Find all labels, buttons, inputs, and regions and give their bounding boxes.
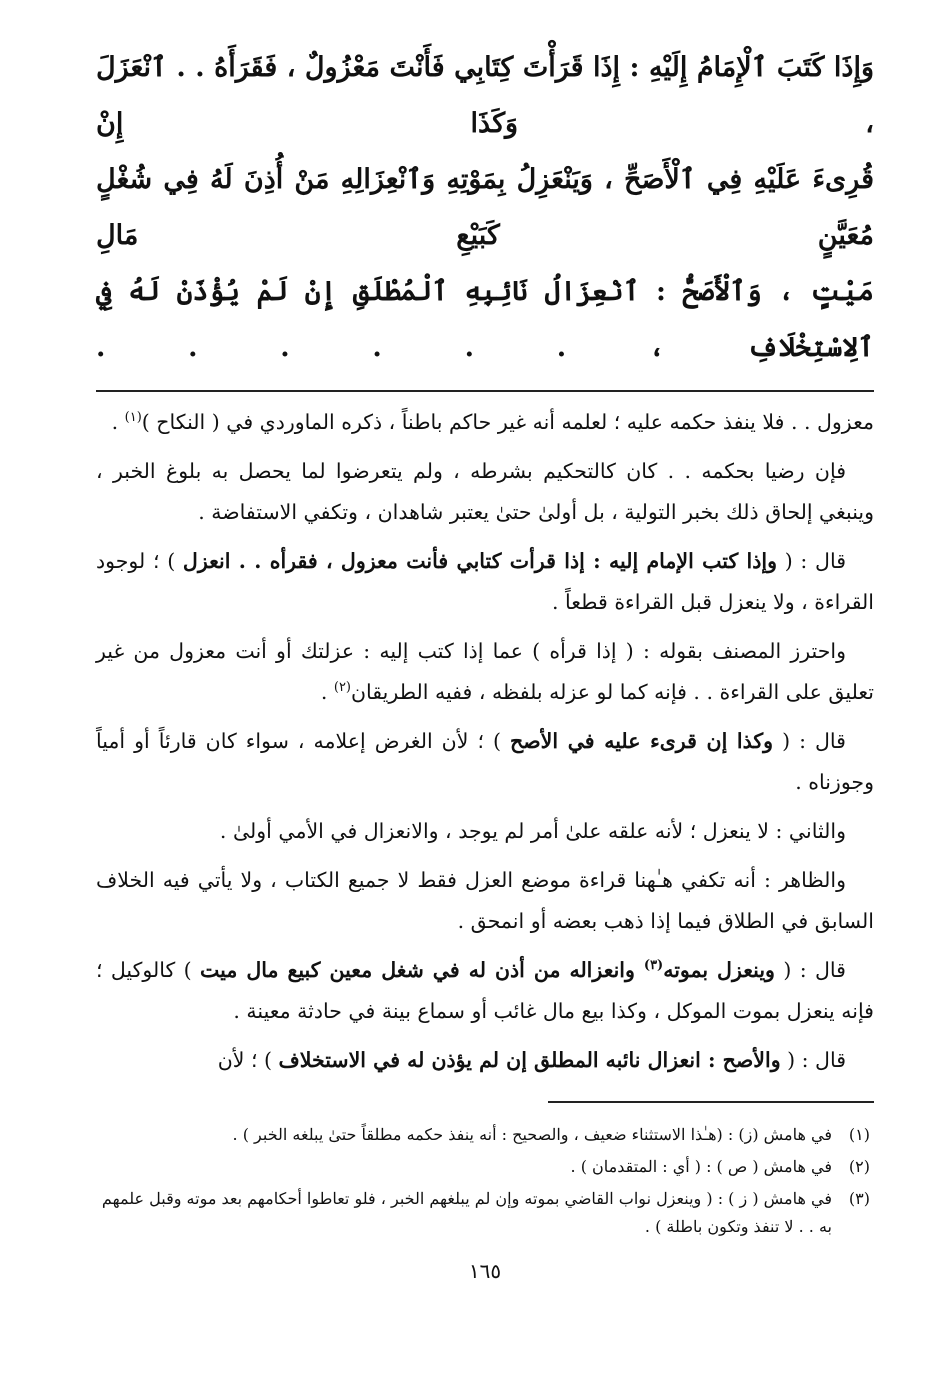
sharh-text-span: قال : (: [773, 729, 846, 753]
sharh-paragraph: [96, 402, 874, 443]
matn-text: [96, 40, 874, 376]
footnote-number: (٣): [848, 1189, 870, 1208]
sharh-text: [96, 402, 874, 1081]
footnote: [96, 1153, 874, 1181]
sharh-text-span: ) كالوكيل ؛ فإنه ينعزل بموت الموكل ، وكذا بيع مال غائب أو سماع بينة في حادثة معينة .: [96, 958, 874, 1023]
footnote-number: (١): [848, 1125, 870, 1144]
footnote-number: (٢): [848, 1157, 870, 1176]
matn-line: قُرِىءَ عَلَيْهِ فِي ٱلْأَصَحِّ ، وَيَنْعَزِلُ بِمَوْتِهِ وَٱنْعِزَالِهِ مَنْ أُذِنَ لَهُ فِي شُغْلٍ مُعَيَّنٍ كَبَيْعِ مَالِ: [96, 164, 874, 251]
sharh-text-span: قال : (: [774, 958, 846, 982]
sharh-paragraph: والثاني : لا ينعزل ؛ لأنه علقه علىٰ أمر لم يوجد ، والانعزال في الأمي أولىٰ .: [219, 819, 846, 843]
footnotes: [96, 1121, 874, 1241]
footnote-text: في هامش ( ص ) : ( أي : المتقدمان ) .: [570, 1157, 832, 1176]
footnote-ref: (٣): [643, 958, 664, 974]
sharh-text-span: قال : (: [776, 549, 846, 573]
quoted-matn: وكذا إن قرىء عليه في الأصح: [510, 729, 774, 753]
sharh-text-span: واحترز المصنف بقوله : ( إذا قرأه ) عما إذا كتب إليه : عزلتك أو أنت معزول من غير تعليق على القراءة . . فإنه كما لو عزله بلفظه ، ففيه الطريقان: [96, 639, 874, 704]
sharh-paragraph: والظاهر : أنه تكفي هـٰهنا قراءة موضع العزل فقط لا جميع الكتاب ، ولا يأتي فيه الخلاف السابق في الطلاق فيما إذا ذهب بعضه أو انمحق .: [96, 868, 874, 933]
quoted-matn: والأصح : انعزال نائبه المطلق إن لم يؤذن له في الاستخلاف: [278, 1048, 781, 1072]
sharh-paragraph: [96, 541, 874, 623]
footnote: [96, 1121, 874, 1149]
quoted-matn: وانعزاله من أذن له في شغل معين كبيع مال ميت: [200, 958, 644, 982]
page-number: ١٦٥: [468, 1259, 502, 1283]
footnote-ref: (١): [124, 410, 142, 426]
footnote-text: في هامش (ز) : (هـٰذا الاستثناء ضعيف ، والصحيح : أنه ينفذ حكمه مطلقاً حتىٰ يبلغه الخبر ) .: [232, 1125, 832, 1144]
matn-line: مَيْتٍ ، وَٱلْأَصَحُّ : ٱنْعِزَالُ نَائِبِهِ ٱلْمُطْلَقِ إِنْ لَمْ يُؤْذَنْ لَهُ فِي ٱلِاسْتِخْلَافِ ، . . . . . .: [96, 276, 874, 363]
sharh-paragraph: فإن رضيا بحكمه . . كان كالتحكيم بشرطه ، ولم يتعرضوا لما يحصل به بلوغ الخبر ، وينبغي إلحاق ذلك بخبر التولية ، بل أولىٰ حتىٰ يعتبر شاهدان ، وتكفي الاستفاضة .: [96, 459, 874, 524]
footnote-text: في هامش ( ز ) : ( وينعزل نواب القاضي بموته وإن لم يبلغهم الخبر ، فلو تعاطوا أحكامهم بعد موته وقبل علمهم به . . لا تنفذ وتكون باطلة ) .: [101, 1189, 832, 1236]
footnote-ref: (٢): [333, 680, 351, 696]
matn-line: وَإِذَا كَتَبَ ٱلْإِمَامُ إِلَيْهِ : إِذَا قَرَأْتَ كِتَابِي فَأَنْتَ مَعْزُولٌ ، فَقَرَأَهُ . . ٱنْعَزَلَ ، وَكَذَا إِنْ: [96, 52, 874, 139]
footnote: [96, 1185, 874, 1241]
sharh-text-span: ) ؛ لأن الغرض إعلامه ، سواء كان قارئاً أو أمياً وجوزناه .: [96, 729, 874, 794]
sharh-text-span: .: [320, 680, 334, 704]
quoted-matn: وإذا كتب الإمام إليه : إذا قرأت كتابي فأنت معزول ، فقرأه . . انعزل: [182, 549, 777, 573]
sharh-paragraph: [96, 950, 874, 1032]
sharh-text-span: ) ؛ لوجود القراءة ، ولا ينعزل قبل القراءة قطعاً .: [96, 549, 874, 614]
quoted-matn: وينعزل بموته: [663, 958, 775, 982]
sharh-paragraph: [96, 631, 874, 713]
sharh-paragraph: [96, 1040, 874, 1081]
page-content: [96, 40, 874, 1283]
sharh-text-span: معزول . . فلا ينفذ حكمه عليه ؛ لعلمه أنه غير حاكم باطناً ، ذكره الماوردي في ( النكاح ): [141, 410, 874, 434]
matn-divider: [96, 390, 874, 392]
sharh-text-span: قال : (: [780, 1048, 846, 1072]
sharh-paragraph: [96, 721, 874, 803]
sharh-text-span: .: [111, 410, 125, 434]
footnote-divider: [548, 1101, 874, 1103]
sharh-text-span: ) ؛ لأن: [217, 1048, 279, 1072]
